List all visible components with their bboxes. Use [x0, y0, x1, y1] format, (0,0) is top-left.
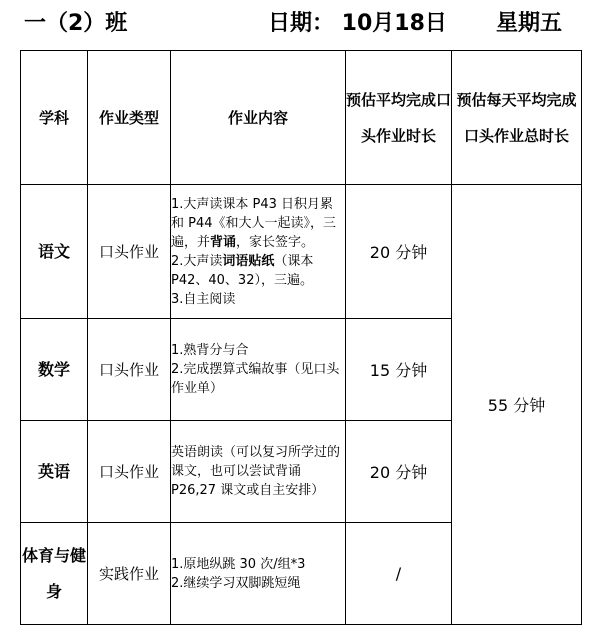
type-cell: 实践作业	[88, 523, 171, 625]
content-cell	[171, 185, 346, 319]
content-line: 2.继续学习双脚跳短绳	[171, 575, 301, 591]
col-header-content: 作业内容	[171, 51, 346, 185]
type-cell: 口头作业	[88, 421, 171, 523]
col-header-total: 预估每天平均完成口头作业总时长	[452, 51, 582, 185]
duration-cell: 20 分钟	[346, 185, 452, 319]
title-row	[0, 0, 600, 46]
subject-cell: 体育与健身	[21, 523, 88, 625]
weekday-label: 星期五	[496, 11, 563, 36]
col-header-duration: 预估平均完成口头作业时长	[346, 51, 452, 185]
content-line: 2.大声读词语贴纸（课本 P42、40、32），三遍。	[171, 253, 314, 288]
content-line: 英语朗读（可以复习所学过的课文，也可以尝试背诵 P26,27 课文或自主安排）	[171, 445, 341, 498]
content-cell	[171, 421, 346, 523]
header-row	[21, 51, 582, 185]
content-cell	[171, 319, 346, 421]
duration-cell: 15 分钟	[346, 319, 452, 421]
duration-cell: 20 分钟	[346, 421, 452, 523]
content-line: 1.原地纵跳 30 次/组*3	[171, 556, 306, 572]
content-cell	[171, 523, 346, 625]
content-line: 1.熟背分与合	[171, 343, 249, 358]
subject-cell: 语文	[21, 185, 88, 319]
type-cell: 口头作业	[88, 319, 171, 421]
class-name: 一（2）班	[24, 11, 128, 36]
subject-cell: 英语	[21, 421, 88, 523]
total-duration-cell: 55 分钟	[452, 185, 582, 625]
table-row	[21, 185, 582, 319]
content-line: 1.大声读课本 P43 日积月累和 P44《和大人一起读》，三遍，并背诵，家长签字。	[171, 196, 337, 250]
content-line: 2.完成摆算式编故事（见口头作业单）	[171, 362, 340, 396]
type-cell: 口头作业	[88, 185, 171, 319]
col-header-subject: 学科	[21, 51, 88, 185]
date-label: 日期： 10月18日	[268, 11, 447, 36]
duration-cell: /	[346, 523, 452, 625]
col-header-type: 作业类型	[88, 51, 171, 185]
content-line: 3.自主阅读	[171, 291, 236, 307]
subject-cell: 数学	[21, 319, 88, 421]
homework-table	[20, 50, 582, 625]
